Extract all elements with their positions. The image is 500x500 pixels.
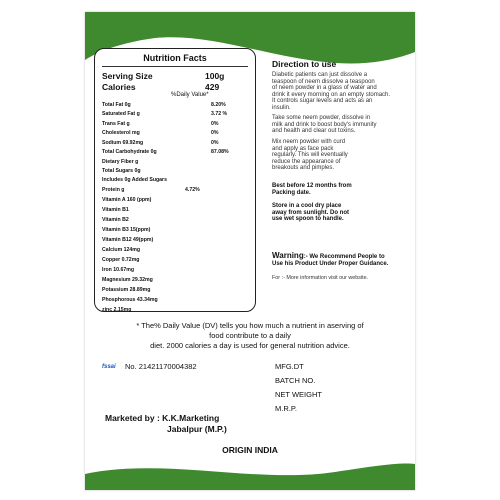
serving-size-label: Serving Size [102, 71, 153, 81]
text-line: Marketed by : K.K.Marketing [105, 413, 220, 423]
nutrient-value: 8.20% [211, 102, 226, 108]
text-line: Take some neem powder, dissolve in [272, 115, 371, 121]
green-wave-shape [85, 463, 415, 490]
warning-text: :- We Recommend People to [303, 254, 385, 260]
text-line: reduce the appearance of [272, 158, 341, 165]
nutrient-label: Dietary Fiber g [102, 159, 139, 165]
label-card [85, 12, 415, 490]
text-line: It controls sugar levels and acts as an [272, 98, 373, 105]
text-line: food contribute to a daily [209, 331, 291, 340]
nutrient-value: 0% [211, 130, 219, 136]
mrp-label: M.R.P. [275, 404, 297, 413]
text-line: teaspoon of neem dissolve a teaspoon [272, 78, 375, 85]
nutrient-value: 87.08% [211, 149, 229, 155]
text-line: * The% Daily Value (DV) tells you how much a nutrient in aserving of [136, 321, 364, 330]
mfg-date-label: MFG.DT [275, 362, 304, 371]
batch-no-label: BATCH NO. [275, 376, 316, 385]
nutrient-label: Includes 0g Added Sugars [102, 177, 167, 183]
text-line: Diabetic patients can just dissolve a [272, 72, 368, 78]
origin-label: ORIGIN INDIA [222, 445, 278, 455]
nutrient-label: Vitamin B2 [102, 217, 129, 223]
nutrient-label: Cholesterol mg [102, 130, 140, 136]
text-line: Best before 12 months from [272, 183, 352, 189]
text-line: diet. 2000 calories a day is used for general nutrition advice. [150, 341, 350, 350]
nutrient-label: zinc 2.15mg [102, 307, 132, 313]
serving-size-value: 100g [205, 71, 225, 81]
nutrient-label: Magnesium 29.32mg [102, 277, 153, 283]
text-line: of neem powder in a glass of water and [272, 85, 377, 92]
nutrient-label: Potassium 28.89mg [102, 287, 151, 293]
nutrient-label: Vitamin B12 49(ppm) [102, 237, 154, 243]
nutrient-value: 0% [211, 121, 219, 127]
calories-label: Calories [102, 82, 136, 92]
text-line: Packing date. [272, 189, 311, 196]
nutrient-label: Total Sugars 0g [102, 168, 141, 174]
daily-value-header: %Daily Value* [171, 92, 209, 98]
nutrient-label: Phosphorous 43.34mg [102, 297, 158, 303]
nutrient-label: Copper 0.72mg [102, 257, 140, 263]
text-line: and health and clear out toxins. [272, 128, 356, 135]
text-line: Store in a cool dry place [272, 203, 342, 209]
text-line: regularly. This will eventually [272, 152, 348, 159]
nutrient-value: 0% [211, 140, 219, 146]
text-line: breakouts and pimples. [272, 165, 335, 172]
warning-text-line2: Use his Product Under Proper Guidance. [272, 261, 389, 267]
nutrient-label: Calcium 124mg [102, 247, 141, 253]
nutrient-label: Saturated Fat g [102, 111, 140, 117]
text-line: away from sunlight. Do not [272, 209, 350, 216]
info-text: For :- More information visit our website. [272, 275, 369, 281]
direction-title: Direction to use [272, 59, 337, 69]
text-line: use wet spoon to handle. [272, 216, 344, 223]
fssai-logo: fssai [102, 364, 116, 370]
text-line: drink it every morning on an empty stomach. [272, 91, 391, 98]
calories-value: 429 [205, 82, 220, 92]
text-line: and apply as face pack [272, 145, 334, 152]
nutrient-value: 4.72% [185, 187, 200, 193]
nutrient-label: Vitamin B3 15(ppm) [102, 227, 151, 233]
warning-label: Warning [272, 251, 304, 260]
net-weight-label: NET WEIGHT [275, 390, 322, 399]
text-line: Jabalpur (M.P.) [167, 424, 227, 434]
nutrient-label: Protein g [102, 187, 125, 193]
nutrient-label: Total Fat 0g [102, 102, 131, 108]
nutrient-label: Vitamin A 160 (ppm) [102, 197, 152, 203]
nutrition-title: Nutrition Facts [143, 53, 207, 63]
nutrient-label: Iron 10.67mg [102, 267, 135, 273]
nutrient-label: Total Carbohydrate 0g [102, 149, 157, 155]
nutrient-label: Sodium 69.92mg [102, 140, 144, 146]
nutrient-label: Trans Fat g [102, 121, 130, 127]
nutrient-label: Vitamin B1 [102, 207, 129, 213]
fssai-license-number: No. 21421170004382 [125, 362, 197, 371]
text-line: milk and drink to boost body's immunity [272, 121, 377, 128]
text-line: Mix neem powder with curd [272, 139, 346, 145]
text-line: insulin. [272, 104, 291, 111]
nutrient-value: 3.72 % [211, 111, 228, 117]
green-wave-footer [85, 12, 415, 490]
